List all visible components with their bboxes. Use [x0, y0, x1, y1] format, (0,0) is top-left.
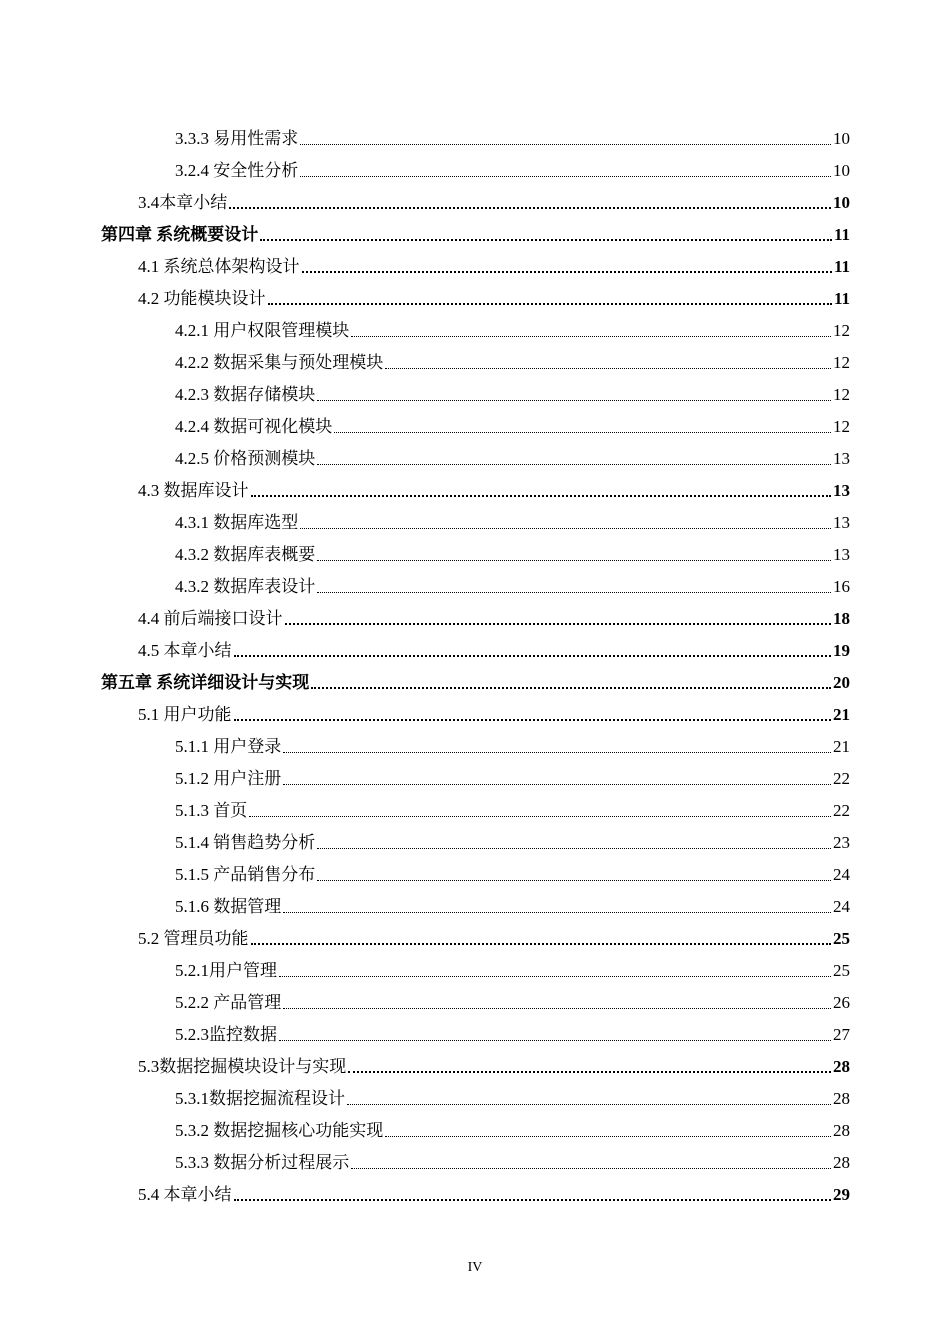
toc-leader-dots — [317, 592, 831, 593]
toc-entry[interactable] — [0, 502, 950, 534]
toc-entry[interactable] — [0, 790, 950, 822]
toc-entry[interactable] — [0, 118, 950, 150]
toc-entry-page: 12 — [833, 353, 850, 372]
toc-entry-page: 13 — [833, 513, 850, 532]
toc-entry-page: 28 — [833, 1057, 850, 1076]
toc-entry-page: 20 — [833, 673, 850, 692]
toc-leader-dots — [283, 752, 831, 753]
toc-entry[interactable] — [0, 214, 950, 246]
toc-entry-page: 10 — [833, 193, 850, 212]
toc-leader-dots — [351, 1168, 831, 1169]
toc-entry-page: 11 — [833, 225, 850, 244]
toc-entry[interactable] — [0, 662, 950, 694]
toc-leader-dots — [385, 368, 831, 369]
toc-entry-page: 11 — [833, 257, 850, 276]
toc-entry-page: 29 — [833, 1185, 850, 1204]
toc-entry[interactable] — [0, 566, 950, 598]
toc-entry-title: 3.3.3 易用性需求 — [175, 129, 299, 148]
toc-entry-page: 24 — [833, 897, 850, 916]
toc-entry-page: 24 — [833, 865, 850, 884]
toc-entry[interactable] — [0, 694, 950, 726]
toc-entry[interactable] — [0, 278, 950, 310]
toc-leader-dots — [348, 1071, 831, 1073]
toc-leader-dots — [334, 432, 831, 433]
toc-entry-title: 5.4 本章小结 — [138, 1185, 232, 1204]
toc-entry-title: 5.1.6 数据管理 — [175, 897, 282, 916]
toc-entry-title: 5.1.5 产品销售分布 — [175, 865, 316, 884]
toc-entry[interactable] — [0, 182, 950, 214]
toc-entry-title: 4.5 本章小结 — [138, 641, 232, 660]
toc-leader-dots — [283, 912, 831, 913]
toc-entry-page: 22 — [833, 769, 850, 788]
toc-entry-title: 5.1.3 首页 — [175, 801, 248, 820]
toc-entry-page: 13 — [833, 481, 850, 500]
toc-entry-title: 5.2.3监控数据 — [175, 1025, 277, 1044]
toc-entry-page: 19 — [833, 641, 850, 660]
toc-entry-page: 26 — [833, 993, 850, 1012]
toc-entry-page: 12 — [833, 385, 850, 404]
toc-entry-title: 5.3.2 数据挖掘核心功能实现 — [175, 1121, 384, 1140]
toc-leader-dots — [283, 1008, 831, 1009]
toc-leader-dots — [279, 976, 831, 977]
toc-entry-page: 28 — [833, 1121, 850, 1140]
toc-entry-page: 12 — [833, 321, 850, 340]
toc-leader-dots — [251, 495, 832, 497]
toc-entry[interactable] — [0, 310, 950, 342]
toc-entry-title: 4.2.3 数据存储模块 — [175, 385, 316, 404]
toc-entry-title: 5.2.1用户管理 — [175, 961, 277, 980]
toc-entry-title: 5.2.2 产品管理 — [175, 993, 282, 1012]
toc-entry-title: 4.3.1 数据库选型 — [175, 513, 299, 532]
toc-entry[interactable] — [0, 1174, 950, 1206]
toc-leader-dots — [302, 271, 832, 273]
toc-entry[interactable] — [0, 758, 950, 790]
toc-entry-title: 5.1.4 销售趋势分析 — [175, 833, 316, 852]
toc-entry-page: 18 — [833, 609, 850, 628]
toc-entry-page: 11 — [833, 289, 850, 308]
toc-entry-title: 4.2.4 数据可视化模块 — [175, 417, 333, 436]
toc-leader-dots — [234, 719, 832, 721]
toc-leader-dots — [317, 400, 831, 401]
toc-entry-title: 4.3.2 数据库表设计 — [175, 577, 316, 596]
toc-entry-title: 5.3数据挖掘模块设计与实现 — [138, 1057, 347, 1076]
toc-entry[interactable] — [0, 246, 950, 278]
toc-leader-dots — [279, 1040, 831, 1041]
toc-leader-dots — [300, 144, 831, 145]
toc-entry[interactable] — [0, 598, 950, 630]
toc-entry-page: 10 — [833, 161, 850, 180]
toc-entry-page: 28 — [833, 1153, 850, 1172]
toc-leader-dots — [317, 848, 831, 849]
table-of-contents — [0, 118, 950, 1206]
page-number: IV — [467, 1260, 483, 1275]
toc-entry-page: 28 — [833, 1089, 850, 1108]
toc-leader-dots — [300, 528, 831, 529]
toc-entry[interactable] — [0, 342, 950, 374]
toc-entry-title: 4.2.2 数据采集与预处理模块 — [175, 353, 384, 372]
toc-entry-title: 5.2 管理员功能 — [138, 929, 249, 948]
toc-entry[interactable] — [0, 374, 950, 406]
toc-entry[interactable] — [0, 438, 950, 470]
toc-entry-title: 4.1 系统总体架构设计 — [138, 257, 300, 276]
toc-entry-page: 13 — [833, 449, 850, 468]
toc-entry-page: 21 — [833, 737, 850, 756]
toc-leader-dots — [317, 560, 831, 561]
toc-entry[interactable] — [0, 1142, 950, 1174]
toc-entry-page: 22 — [833, 801, 850, 820]
toc-entry-title: 4.3.2 数据库表概要 — [175, 545, 316, 564]
toc-entry[interactable] — [0, 150, 950, 182]
toc-entry[interactable] — [0, 822, 950, 854]
toc-leader-dots — [249, 816, 831, 817]
toc-leader-dots — [300, 176, 831, 177]
toc-entry[interactable] — [0, 470, 950, 502]
toc-entry-page: 25 — [833, 961, 850, 980]
toc-entry[interactable] — [0, 854, 950, 886]
toc-entry[interactable] — [0, 406, 950, 438]
toc-entry[interactable] — [0, 1046, 950, 1078]
toc-entry-page: 25 — [833, 929, 850, 948]
toc-entry-title: 5.3.3 数据分析过程展示 — [175, 1153, 350, 1172]
toc-leader-dots — [385, 1136, 831, 1137]
toc-entry-page: 10 — [833, 129, 850, 148]
toc-entry-page: 13 — [833, 545, 850, 564]
toc-entry-page: 23 — [833, 833, 850, 852]
toc-entry[interactable] — [0, 630, 950, 662]
toc-leader-dots — [234, 1199, 832, 1201]
toc-leader-dots — [251, 943, 832, 945]
toc-leader-dots — [285, 623, 832, 625]
toc-leader-dots — [351, 336, 831, 337]
toc-entry[interactable] — [0, 1110, 950, 1142]
toc-leader-dots — [260, 239, 832, 241]
toc-entry[interactable] — [0, 726, 950, 758]
toc-entry[interactable] — [0, 950, 950, 982]
toc-entry-page: 16 — [833, 577, 850, 596]
toc-entry-page: 27 — [833, 1025, 850, 1044]
toc-leader-dots — [283, 784, 831, 785]
toc-entry-title: 4.4 前后端接口设计 — [138, 609, 283, 628]
toc-leader-dots — [311, 687, 831, 689]
toc-entry-title: 5.1.1 用户登录 — [175, 737, 282, 756]
toc-entry-title: 3.4本章小结 — [138, 193, 228, 212]
toc-entry[interactable] — [0, 1014, 950, 1046]
toc-entry[interactable] — [0, 534, 950, 566]
toc-entry-title: 第五章 系统详细设计与实现 — [101, 673, 310, 692]
toc-entry-title: 第四章 系统概要设计 — [101, 225, 259, 244]
toc-entry[interactable] — [0, 886, 950, 918]
toc-entry-title: 5.3.1数据挖掘流程设计 — [175, 1089, 345, 1108]
toc-entry-title: 4.2.5 价格预测模块 — [175, 449, 316, 468]
toc-leader-dots — [268, 303, 832, 305]
toc-leader-dots — [234, 655, 832, 657]
toc-entry-title: 5.1.2 用户注册 — [175, 769, 282, 788]
toc-leader-dots — [317, 464, 831, 465]
toc-entry-title: 4.2.1 用户权限管理模块 — [175, 321, 350, 340]
toc-entry-title: 5.1 用户功能 — [138, 705, 232, 724]
toc-leader-dots — [347, 1104, 831, 1105]
toc-leader-dots — [317, 880, 831, 881]
toc-entry-page: 21 — [833, 705, 850, 724]
toc-entry[interactable] — [0, 918, 950, 950]
toc-entry-title: 4.3 数据库设计 — [138, 481, 249, 500]
toc-entry[interactable] — [0, 982, 950, 1014]
toc-entry-title: 3.2.4 安全性分析 — [175, 161, 299, 180]
toc-leader-dots — [229, 207, 831, 209]
toc-entry-title: 4.2 功能模块设计 — [138, 289, 266, 308]
toc-entry[interactable] — [0, 1078, 950, 1110]
toc-entry-page: 12 — [833, 417, 850, 436]
